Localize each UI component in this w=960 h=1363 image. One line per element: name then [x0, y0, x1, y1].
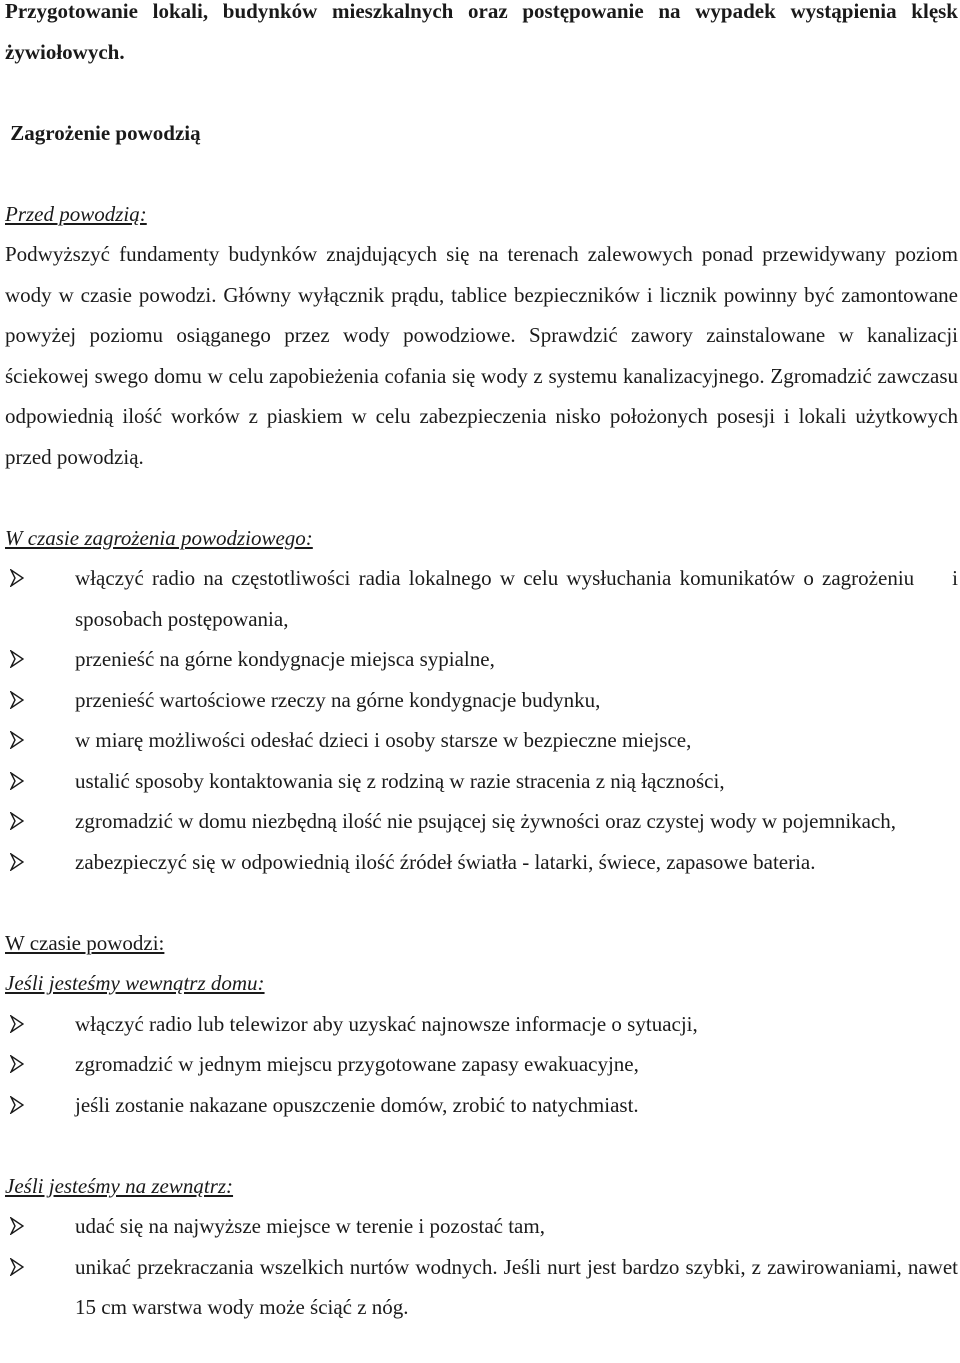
threat-heading: W czasie zagrożenia powodziowego:: [5, 525, 313, 550]
list-item: jeśli zostanie nakazane opuszczenie domów, zrobić to natychmiast.: [5, 1085, 960, 1126]
arrowhead-bullet-icon: [10, 691, 24, 709]
list-item: ustalić sposoby kontaktowania się z rodziną w razie stracenia z nią łączności,: [5, 761, 960, 802]
threat-list: [5, 558, 960, 882]
arrowhead-bullet-icon: [10, 812, 24, 830]
list-item: unikać przekraczania wszelkich nurtów wodnych. Jeśli nurt jest bardzo szybki, z zawirowaniami, nawet 15 cm warstwa wody może ściąć z nóg.: [5, 1247, 960, 1328]
before-flood-paragraph: Podwyższyć fundamenty budynków znajdujących się na terenach zalewowych ponad przewidywany poziom wody w czasie powodzi. Główny wyłącznik prądu, tablice bezpieczników i licznik powinny być zamontowane powyżej poziomu osiąganego przez wody powodziowe. Sprawdzić zawory zainstalowane w kanalizacji ściekowej swego domu w celu zapobieżenia cofania się wody z systemu kanalizacyjnego. Zgromadzić zawczasu odpowiednią ilość worków z piaskiem w celu zabezpieczenia nisko położonych posesji i lokali użytkowych przed powodzią.: [5, 242, 958, 469]
inside-home-list: [5, 1004, 960, 1126]
during-flood-heading: W czasie powodzi:: [5, 930, 165, 955]
arrowhead-bullet-icon: [10, 772, 24, 790]
list-item: udać się na najwyższe miejsce w terenie i pozostać tam,: [5, 1206, 960, 1247]
list-item: przenieść wartościowe rzeczy na górne kondygnacje budynku,: [5, 680, 960, 721]
arrowhead-bullet-icon: [10, 569, 24, 587]
arrowhead-bullet-icon: [10, 1055, 24, 1073]
list-item: zabezpieczyć się w odpowiednią ilość źródeł światła - latarki, świece, zapasowe bateria.: [5, 842, 960, 883]
outside-list: [5, 1206, 960, 1328]
before-flood-heading: Przed powodzią:: [5, 201, 147, 226]
inside-home-heading: Jeśli jesteśmy wewnątrz domu:: [5, 971, 265, 995]
list-item: zgromadzić w jednym miejscu przygotowane zapasy ewakuacyjne,: [5, 1044, 960, 1085]
list-item: włączyć radio na częstotliwości radia lokalnego w celu wysłuchania komunikatów o zagrożeniu i sposobach postępowania,: [5, 558, 960, 639]
list-item: w miarę możliwości odesłać dzieci i osoby starsze w bezpieczne miejsce,: [5, 720, 960, 761]
arrowhead-bullet-icon: [10, 853, 24, 871]
outside-heading: Jeśli jesteśmy na zewnątrz:: [5, 1173, 234, 1198]
arrowhead-bullet-icon: [10, 1258, 24, 1276]
list-item: zgromadzić w domu niezbędną ilość nie psującej się żywności oraz czystej wody w pojemnikach,: [5, 801, 960, 842]
list-item: włączyć radio lub telewizor aby uzyskać najnowsze informacje o sytuacji,: [5, 1004, 960, 1045]
list-item: przenieść na górne kondygnacje miejsca sypialne,: [5, 639, 960, 680]
arrowhead-bullet-icon: [10, 650, 24, 668]
arrowhead-bullet-icon: [10, 1015, 24, 1033]
section-heading: Zagrożenie powodzią: [10, 120, 201, 145]
arrowhead-bullet-icon: [10, 1096, 24, 1114]
arrowhead-bullet-icon: [10, 1217, 24, 1235]
arrowhead-bullet-icon: [10, 731, 24, 749]
document-title: Przygotowanie lokali, budynków mieszkalnych oraz postępowanie na wypadek wystąpienia klęsk żywiołowych.: [5, 0, 958, 64]
